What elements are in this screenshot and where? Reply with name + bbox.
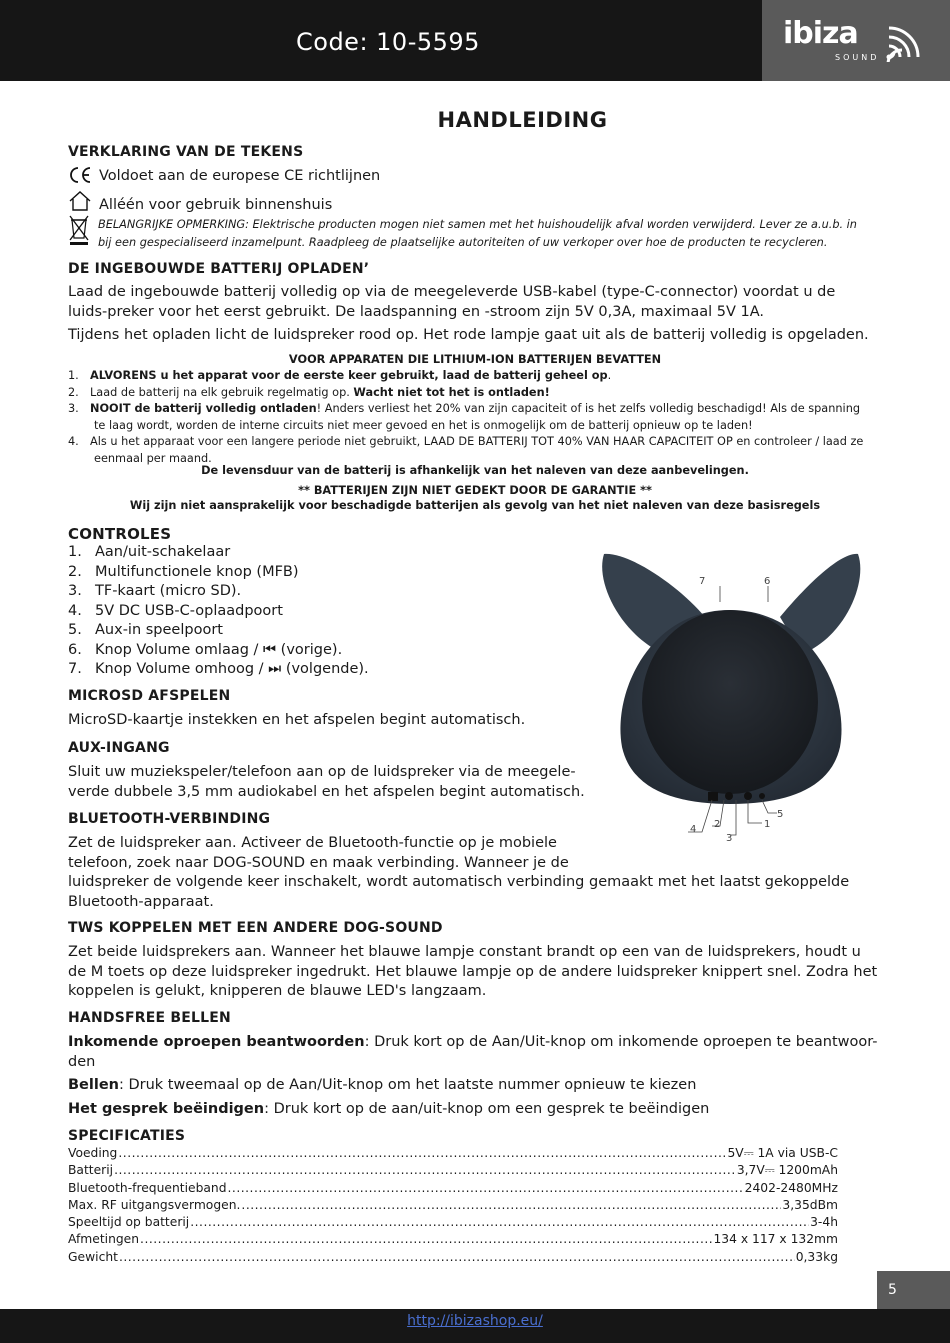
callout-1: 1 [764, 819, 771, 830]
list-item: 3. NOOIT de batterij volledig ontladen! Anders verliest het 20% van zijn capaciteit of is het zelfs volledig beschadigd! Als de spanning te laag wordt, worden de interne circuits niet meer gevoed en het is onmogelijk om de batterij opnieuw op te laden! [68, 402, 861, 432]
list-item: 6. Knop Volume omlaag / ⏮ (vorige). [68, 641, 343, 658]
spec-row: Voeding ..... 5V⎓ 1A via USB-C [68, 1145, 838, 1162]
page-title: HANDLEIDING [437, 108, 608, 132]
spec-row: Speeltijd op batterij ..... 3-4h [68, 1214, 838, 1231]
symbols-heading: VERKLARING VAN DE TEKENS [68, 144, 304, 160]
callout-6: 6 [764, 576, 771, 587]
spec-row: Batterij ..... 3,7V⎓ 1200mAh [68, 1162, 838, 1179]
page-number: 5 [888, 1282, 897, 1298]
lifespan-note: De levensduur van de batterij is afhankelijk van het naleven van deze aanbevelingen. [201, 464, 749, 477]
warranty-note: ** BATTERIJEN ZIJN NIET GEDEKT DOOR DE GARANTIE ** [298, 484, 652, 497]
callout-2: 2 [714, 819, 721, 830]
bluetooth-text: Zet de luidspreker aan. Activeer de Bluetooth-functie op je mobiele telefoon, zoek naar DOG-SOUND en maak verbinding. Wanneer je de luidspreker de volgende keer inschakelt, wordt automatisch verbinding gemaakt met het laatst gekoppelde Bluetooth-apparaat. [68, 835, 850, 910]
brand-logo: ibiza [783, 16, 858, 51]
spec-row: Max. RF uitgangsvermogen. ..... 3,35dBm [68, 1197, 838, 1214]
list-item: 2. Multifunctionele knop (MFB) [68, 563, 299, 580]
bluetooth-heading: BLUETOOTH-VERBINDING [68, 811, 271, 827]
specs-table [68, 1145, 838, 1266]
indoor-house-icon [68, 190, 92, 212]
spec-row: Gewicht ..... 0,33kg [68, 1249, 838, 1266]
battery-rules-list [68, 368, 888, 467]
microsd-text: MicroSD-kaartje instekken en het afspelen begint automatisch. [68, 712, 526, 728]
brand-logo-sub: SOUND [835, 53, 880, 62]
list-item: 2. Laad de batterij na elk gebruik regelmatig op. Wacht niet tot het is ontladen! [68, 385, 550, 399]
battery-heading: DE INGEBOUWDE BATTERIJ OPLADEN’ [68, 261, 370, 277]
callout-3: 3 [726, 833, 733, 844]
controls-heading: CONTROLES [68, 525, 172, 543]
callout-7: 7 [699, 576, 706, 587]
list-item: 5. Aux-in speelpoort [68, 622, 223, 638]
weee-note-line2: bij een gespecialiseerd inzamelpunt. Raadpleeg de plaatselijke autoriteiten of uw verkoper over hoe de producten te recycleren. [98, 236, 828, 249]
weee-note-line1: BELANGRIJKE OPMERKING: Elektrische producten mogen niet samen met het huishoudelijk afval worden verwijderd. Lever ze a.u.b. in [98, 218, 857, 231]
tws-text: Zet beide luidsprekers aan. Wanneer het blauwe lampje constant brandt op een van de luidsprekers, houdt u de M toets op deze luidspreker ingedrukt. Het blauwe lampje op de andere luidspreker knippert snel. Zodra het koppelen is gelukt, knipperen de blauwe LED's langzaam. [68, 944, 878, 999]
handsfree-end: Het gesprek beëindigen: Druk kort op de aan/uit-knop om een gesprek te beëindigen [68, 1101, 710, 1117]
spec-row: Afmetingen ..... 134 x 117 x 132mm [68, 1231, 838, 1248]
aux-text: Sluit uw muziekspeler/telefoon aan op de luidspreker via de meegele- verde dubbele 3,5 mm audiokabel en het afspelen begint automatisch. [68, 764, 585, 800]
list-item: 7. Knop Volume omhoog / ⏭ (volgende). [68, 661, 369, 677]
list-item: 1. ALVORENS u het apparat voor de eerste keer gebruikt, laad de batterij geheel op. [68, 369, 612, 382]
controls-list [68, 543, 369, 680]
product-code: Code: 10-5595 [296, 28, 480, 56]
ce-mark-icon [68, 166, 92, 184]
ce-text: Voldoet aan de europese CE richtlijnen [99, 168, 381, 184]
handsfree-heading: HANDSFREE BELLEN [68, 1010, 231, 1026]
handsfree-call: Bellen: Druk tweemaal op de Aan/Uit-knop om het laatste nummer opnieuw te kiezen [68, 1077, 697, 1093]
liability-note: Wij zijn niet aansprakelijk voor beschadigde batterijen als gevolg van het niet naleven van deze basisregels [129, 499, 821, 512]
footer-link[interactable]: http://ibizashop.eu/ [407, 1313, 543, 1329]
battery-paragraph-2: Tijdens het opladen licht de luidspreker rood op. Het rode lampje gaat uit als de batterij volledig is opgeladen. [68, 327, 869, 343]
callout-4: 4 [690, 824, 697, 835]
battery-paragraph-1: Laad de ingebouwde batterij volledig op via de meegeleverde USB-kabel (type-C-connector) voordat u de luids-preker voor het eerst gebruikt. De laadspanning en -stroom zijn 5V 0,3A, maximaal 5V 1A. [68, 284, 836, 320]
callout-5: 5 [777, 809, 784, 820]
lithium-title: VOOR APPARATEN DIE LITHIUM-ION BATTERIJEN BEVATTEN [288, 353, 662, 366]
list-item: 4. Als u het apparaat voor een langere periode niet gebruikt, LAAD DE BATTERIJ TOT 40% VAN HAAR CAPACITEIT OP en controleer / laad ze eenmaal per maand. [68, 435, 864, 465]
spec-row: Bluetooth-frequentieband ..... 2402-2480MHz [68, 1180, 838, 1197]
specs-heading: SPECIFICATIES [68, 1128, 186, 1144]
weee-bin-icon [68, 214, 90, 246]
list-item: 4. 5V DC USB-C-oplaadpoort [68, 602, 283, 619]
tws-heading: TWS KOPPELEN MET EEN ANDERE DOG-SOUND [68, 920, 443, 936]
handsfree-incoming: Inkomende oproepen beantwoorden: Druk kort op de Aan/Uit-knop om inkomende oproepen te beantwoor-den [68, 1034, 878, 1070]
aux-heading: AUX-INGANG [68, 740, 170, 756]
weee-note [98, 216, 888, 252]
indoor-text: Alléén voor gebruik binnenshuis [99, 197, 333, 213]
list-item: 1. Aan/uit-schakelaar [68, 544, 231, 560]
microsd-heading: MICROSD AFSPELEN [68, 688, 231, 704]
sound-waves-icon [884, 22, 924, 62]
list-item: 3. TF-kaart (micro SD). [68, 583, 242, 599]
